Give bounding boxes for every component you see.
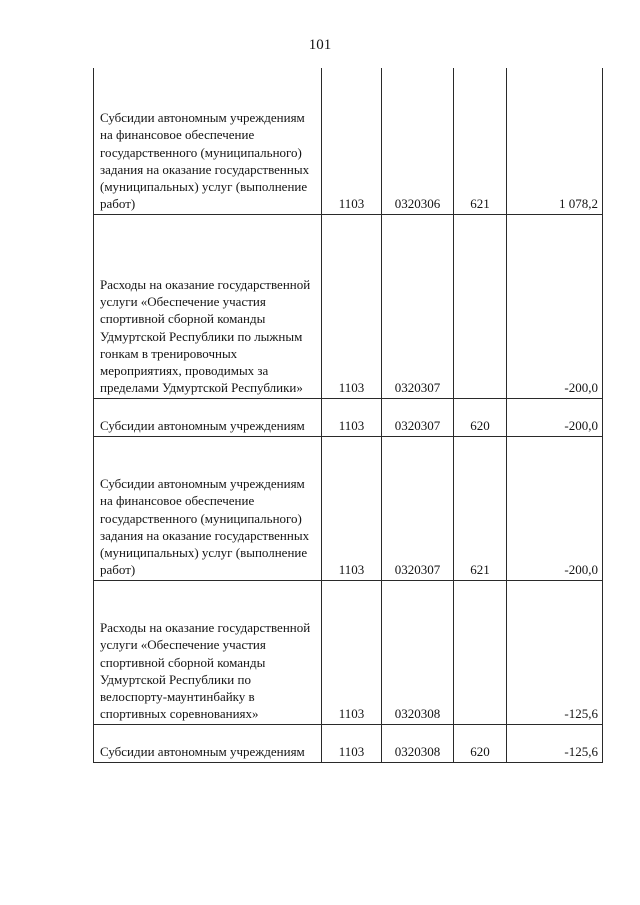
row-section-code-cell: 1103 xyxy=(322,68,382,214)
row-amount-cell: 1 078,2 xyxy=(507,68,603,214)
row-expense-type-cell: 620 xyxy=(454,724,507,762)
table-row xyxy=(94,436,603,580)
table-row xyxy=(94,724,603,762)
row-amount-cell: -200,0 xyxy=(507,398,603,436)
row-section-code-cell: 1103 xyxy=(322,580,382,724)
row-expense-type-cell xyxy=(454,214,507,398)
row-name-cell: Субсидии автономным учреждениям на финансовое обеспечение государственного (муниципального) задания на оказание государственных (муниципальных) услуг (выполнение работ) xyxy=(94,68,322,214)
row-section-code-cell: 1103 xyxy=(322,214,382,398)
row-name-cell: Субсидии автономным учреждениям xyxy=(94,724,322,762)
row-target-item-cell: 0320306 xyxy=(382,68,454,214)
row-section-code-cell: 1103 xyxy=(322,436,382,580)
row-target-item-cell: 0320308 xyxy=(382,580,454,724)
row-expense-type-cell: 621 xyxy=(454,436,507,580)
table-row xyxy=(94,398,603,436)
row-amount-cell: -200,0 xyxy=(507,436,603,580)
row-target-item-cell: 0320307 xyxy=(382,398,454,436)
row-name-cell: Расходы на оказание государственной услуги «Обеспечение участия спортивной сборной команды Удмуртской Республики по лыжным гонкам в тренировочных мероприятиях, проводимых за пределами Удмуртской Республики» xyxy=(94,214,322,398)
row-section-code-cell: 1103 xyxy=(322,398,382,436)
table-row xyxy=(94,68,603,214)
row-amount-cell: -200,0 xyxy=(507,214,603,398)
row-name-cell: Субсидии автономным учреждениям на финансовое обеспечение государственного (муниципального) задания на оказание государственных (муниципальных) услуг (выполнение работ) xyxy=(94,436,322,580)
row-target-item-cell: 0320308 xyxy=(382,724,454,762)
row-target-item-cell: 0320307 xyxy=(382,436,454,580)
page-number: 101 xyxy=(308,37,332,53)
row-name-cell: Расходы на оказание государственной услуги «Обеспечение участия спортивной сборной команды Удмуртской Республики по велоспорту-маунтинбайку в спортивных соревнованиях» xyxy=(94,580,322,724)
row-section-code-cell: 1103 xyxy=(322,724,382,762)
row-expense-type-cell xyxy=(454,580,507,724)
table-row xyxy=(94,214,603,398)
row-target-item-cell: 0320307 xyxy=(382,214,454,398)
table-row xyxy=(94,580,603,724)
row-amount-cell: -125,6 xyxy=(507,580,603,724)
budget-table xyxy=(93,68,603,763)
row-expense-type-cell: 621 xyxy=(454,68,507,214)
row-name-cell: Субсидии автономным учреждениям xyxy=(94,398,322,436)
row-expense-type-cell: 620 xyxy=(454,398,507,436)
row-amount-cell: -125,6 xyxy=(507,724,603,762)
